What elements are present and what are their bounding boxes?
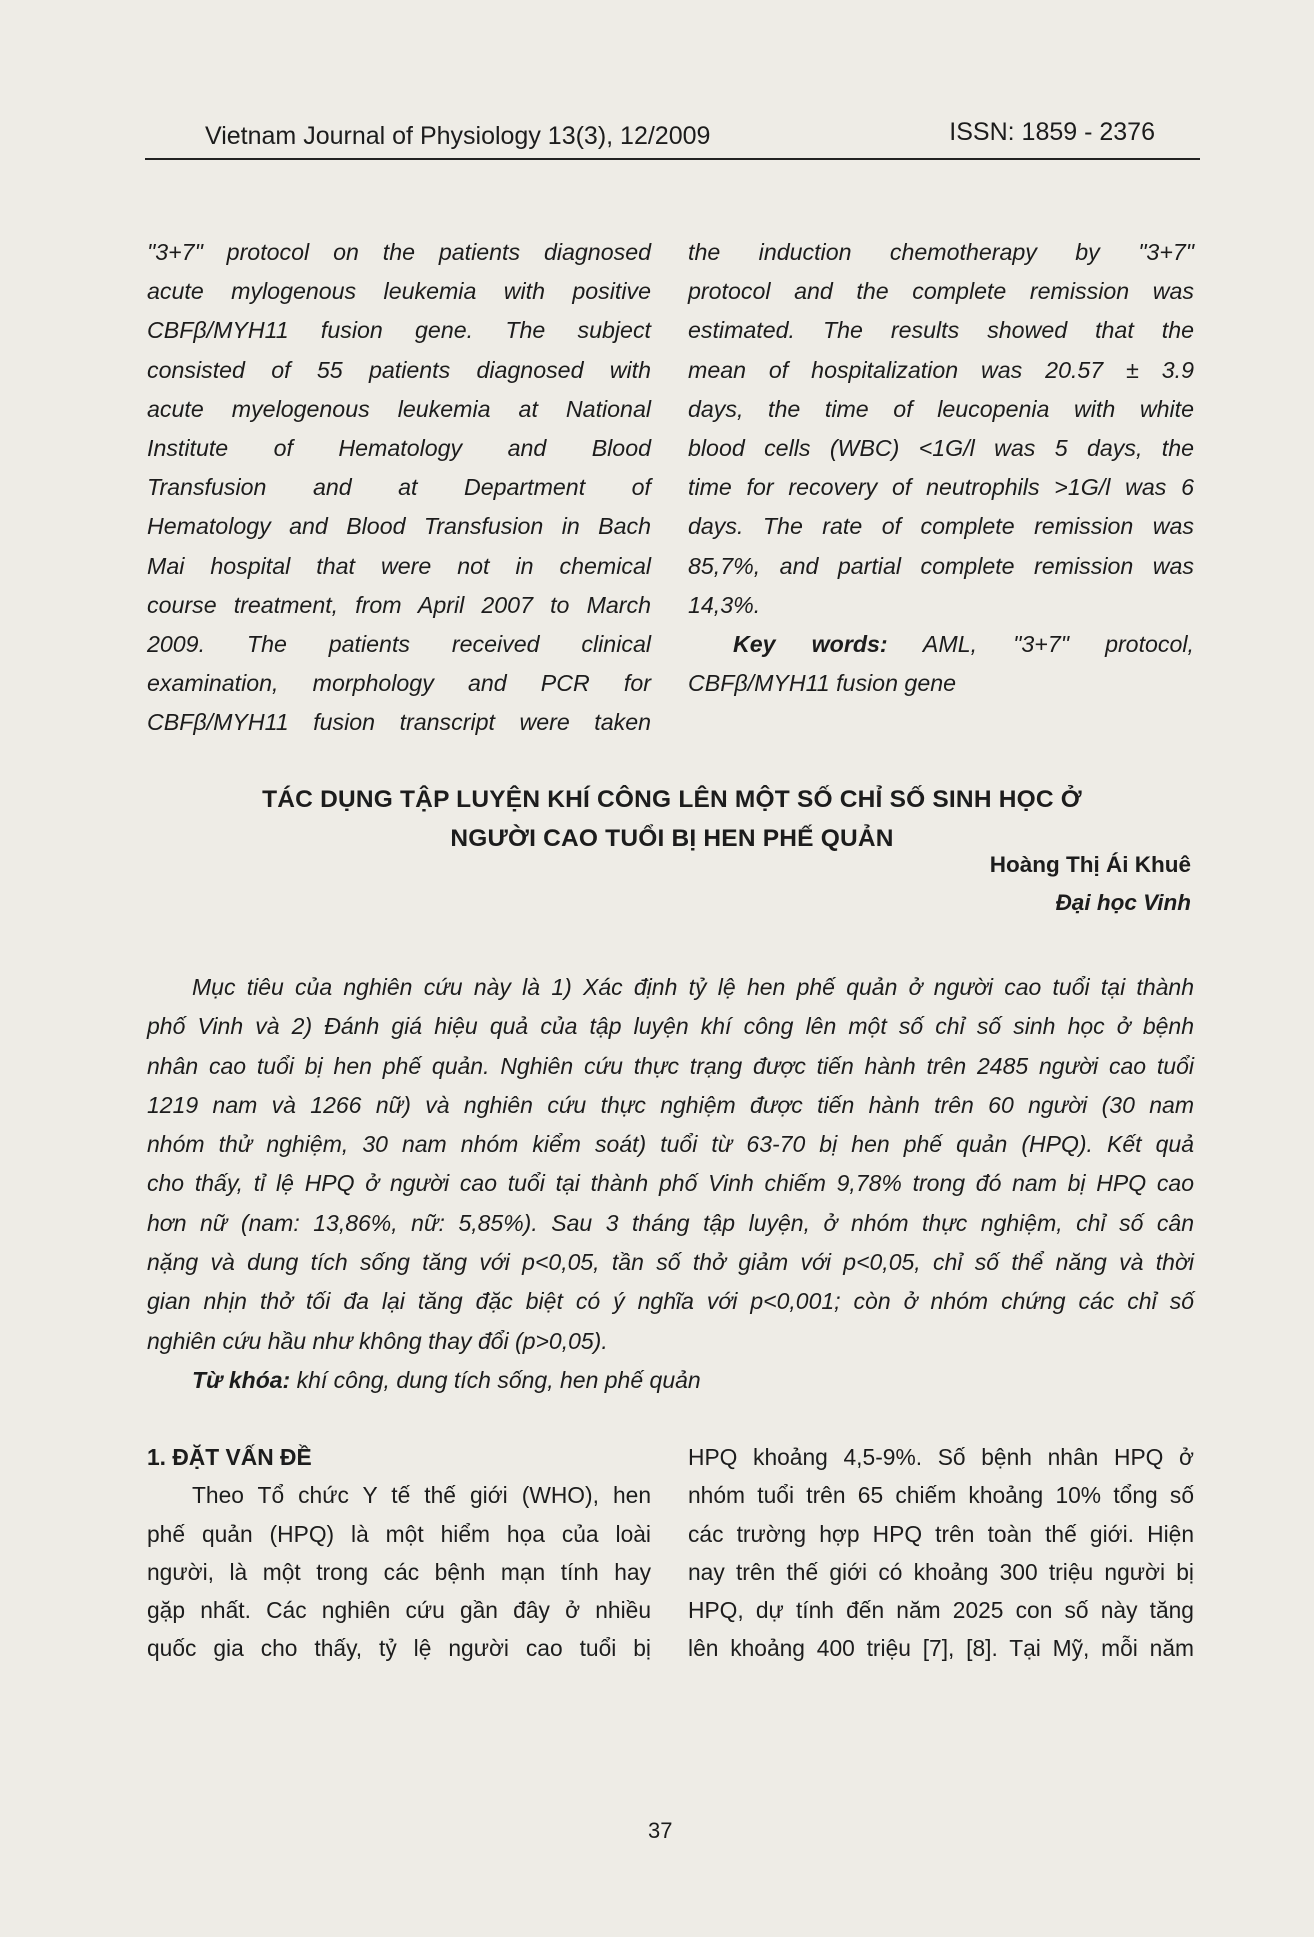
abstract-en-left-column: [147, 233, 651, 743]
text-line: blood cells (WBC) <1G/l was 5 days, the: [688, 435, 1194, 462]
article-title-line: NGƯỜI CAO TUỔI BỊ HEN PHẾ QUẢN: [450, 825, 894, 852]
text-line: protocol and the complete remission was: [688, 278, 1194, 305]
article-title: [150, 780, 1194, 858]
author-affiliation: Đại học Vinh: [1055, 890, 1191, 915]
keywords-en-continued: CBFβ/MYH11 fusion gene: [688, 670, 957, 697]
text-line: 14,3%.: [688, 591, 761, 618]
text-line: 2009. The patients received clinical: [147, 631, 651, 658]
text-line: 1219 nam và 1266 nữ) và nghiên cứu thực nghiệm được tiến hành trên 60 người (30 nam: [147, 1091, 1194, 1118]
text-line: quốc gia cho thấy, tỷ lệ người cao tuổi bị: [147, 1635, 651, 1662]
text-line: examination, morphology and PCR for: [147, 670, 651, 697]
text-line: gian nhịn thở tối đa lại tăng đặc biệt có ý nghĩa với p<0,001; còn ở nhóm chứng các chỉ số: [147, 1288, 1194, 1315]
abstract-vn: [147, 968, 1194, 1400]
issn-label: ISSN: 1859 - 2376: [949, 118, 1155, 146]
text-line: Hematology and Blood Transfusion in Bach: [147, 513, 651, 540]
text-line: days, the time of leucopenia with white: [688, 395, 1194, 422]
text-line: "3+7" protocol on the patients diagnosed: [147, 239, 651, 265]
page-header: [145, 118, 1200, 160]
keywords-en-label: Key words:: [733, 631, 888, 658]
text-line: mean of hospitalization was 20.57 ± 3.9: [688, 356, 1194, 383]
text-line: 85,7%, and partial complete remission was: [688, 552, 1194, 579]
text-line: Mục tiêu của nghiên cứu này là 1) Xác định tỷ lệ hen phế quản ở người cao tuổi tại thành: [192, 974, 1194, 1000]
text-line: nhóm thử nghiệm, 30 nam nhóm kiểm soát) tuổi từ 63-70 bị hen phế quản (HPQ). Kết quả: [147, 1131, 1194, 1158]
text-line: Theo Tổ chức Y tế thế giới (WHO), hen: [192, 1482, 651, 1509]
keywords-vn-text: khí công, dung tích sống, hen phế quản: [296, 1366, 701, 1393]
keywords-vn: [147, 1361, 1194, 1400]
page-number: 37: [648, 1818, 673, 1843]
text-line: estimated. The results showed that the: [688, 317, 1194, 344]
text-line: acute myelogenous leukemia at National: [147, 395, 651, 422]
text-line: phế quản (HPQ) là một hiểm họa của loài: [147, 1520, 651, 1547]
text-line: nghiên cứu hầu như không thay đổi (p>0,05).: [147, 1327, 608, 1354]
text-line: nặng và dung tích sống tăng với p<0,05, tần số thở giảm với p<0,05, chỉ số thể năng và thời: [147, 1249, 1194, 1276]
text-line: Transfusion and at Department of: [147, 474, 651, 501]
text-line: cho thấy, tỉ lệ HPQ ở người cao tuổi tại thành phố Vinh chiếm 9,78% trong đó nam bị HPQ cao: [147, 1170, 1194, 1197]
text-line: nhóm tuổi trên 65 chiếm khoảng 10% tổng số: [688, 1482, 1194, 1509]
text-line: CBFβ/MYH11 fusion gene. The subject: [147, 317, 651, 344]
text-line: Institute of Hematology and Blood: [147, 435, 651, 462]
section1-right-column: [688, 1438, 1194, 1668]
author-name: Hoàng Thị Ái Khuê: [989, 852, 1191, 877]
section1-left-column: [147, 1438, 651, 1668]
journal-citation: Vietnam Journal of Physiology 13(3), 12/2009: [205, 122, 711, 150]
text-line: nay trên thế giới có khoảng 300 triệu người bị: [688, 1558, 1194, 1585]
text-line: các trường hợp HPQ trên toàn thế giới. Hiện: [688, 1520, 1194, 1547]
keywords-vn-label: Từ khóa:: [192, 1366, 291, 1393]
text-line: lên khoảng 400 triệu [7], [8]. Tại Mỹ, mỗi năm: [688, 1635, 1194, 1662]
text-line: HPQ khoảng 4,5-9%. Số bệnh nhân HPQ ở: [688, 1444, 1194, 1470]
text-line: the induction chemotherapy by "3+7": [688, 239, 1194, 265]
text-line: phố Vinh và 2) Đánh giá hiệu quả của tập luyện khí công lên một số chỉ số sinh học ở bệnh: [147, 1013, 1194, 1040]
keywords-en-text: AML, "3+7" protocol,: [922, 631, 1194, 658]
abstract-en-right-column: [688, 233, 1194, 703]
text-line: acute mylogenous leukemia with positive: [147, 278, 651, 305]
text-line: Mai hospital that were not in chemical: [147, 552, 651, 579]
text-line: HPQ, dự tính đến năm 2025 con số này tăng: [688, 1597, 1194, 1624]
text-line: CBFβ/MYH11 fusion transcript were taken: [147, 709, 651, 736]
article-title-line: TÁC DỤNG TẬP LUYỆN KHÍ CÔNG LÊN MỘT SỐ CHỈ SỐ SINH HỌC Ở: [262, 786, 1082, 813]
text-line: hơn nữ (nam: 13,86%, nữ: 5,85%). Sau 3 tháng tập luyện, ở nhóm thực nghiệm, chỉ số cân: [147, 1209, 1194, 1236]
section-heading: 1. ĐẶT VẤN ĐỀ: [147, 1444, 312, 1470]
keywords-en: [688, 625, 1194, 664]
text-line: course treatment, from April 2007 to March: [147, 591, 651, 618]
text-line: nhân cao tuổi bị hen phế quản. Nghiên cứu thực trạng được tiến hành trên 2485 người cao tuổi: [147, 1052, 1194, 1079]
text-line: gặp nhất. Các nghiên cứu gần đây ở nhiều: [147, 1597, 651, 1624]
text-line: người, là một trong các bệnh mạn tính hay: [147, 1558, 651, 1585]
text-line: consisted of 55 patients diagnosed with: [147, 356, 651, 383]
text-line: time for recovery of neutrophils >1G/l was 6: [688, 474, 1194, 501]
text-line: days. The rate of complete remission was: [688, 513, 1194, 540]
